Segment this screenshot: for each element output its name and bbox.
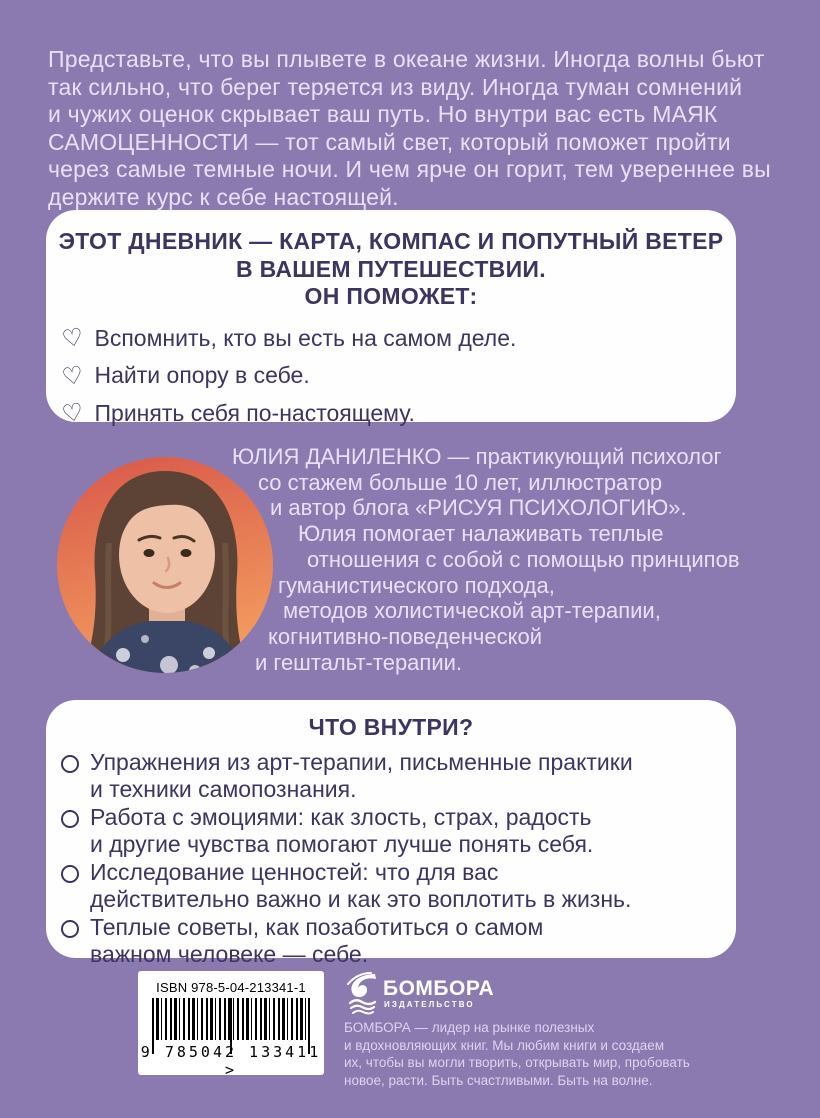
isbn-barcode-box xyxy=(138,971,324,1079)
intro-line: Представьте, что вы плывете в океане жизни. Иногда волны бьют xyxy=(48,46,765,72)
item-line: Работа с эмоциями: как злость, страх, радость xyxy=(90,803,592,830)
list-item-text: Принять себя по-настоящему. xyxy=(94,399,415,426)
author-bio-line: и автор блога «РИСУЯ ПСИХОЛОГИЮ». xyxy=(270,495,687,521)
list-item-text: Найти опору в себе. xyxy=(94,362,310,389)
publisher-description-line: БОМБОРА — лидер на рынке полезных xyxy=(344,1020,595,1035)
list-item xyxy=(61,859,736,913)
barcode-digits: 9 785042 133411 > xyxy=(140,1043,322,1079)
circle-outline-icon xyxy=(61,755,79,773)
list-item-text xyxy=(90,804,593,858)
author-bio-line: когнитивно-поведенческой xyxy=(268,623,542,649)
author-bio-line: со стажем больше 10 лет, иллюстратор xyxy=(258,469,663,495)
intro-line: САМОЦЕННОСТИ — тот самый свет, который поможет пройти xyxy=(48,128,731,155)
heart-outline-icon: ♡ xyxy=(59,360,86,392)
list-item-text xyxy=(90,914,543,968)
contents-card xyxy=(46,700,736,967)
item-line: Исследование ценностей: что для вас xyxy=(90,858,499,885)
intro-line: держите курс к себе настоящей. xyxy=(48,183,399,210)
promise-list xyxy=(46,320,736,433)
intro-line: и чужих оценок скрывает ваш путь. Но внутри вас есть МАЯК xyxy=(48,101,718,128)
item-line: Упражнения из арт-терапии, письменные практики xyxy=(90,748,633,775)
intro-paragraph xyxy=(48,46,771,212)
list-item-text xyxy=(90,859,631,913)
heart-outline-icon: ♡ xyxy=(59,322,86,354)
author-bio-line: и гештальт-терапии. xyxy=(255,649,463,675)
promise-card-heading xyxy=(46,210,736,311)
author-bio-line: Юлия помогает налаживать теплые xyxy=(298,521,664,547)
publisher-name: БОМБОРА xyxy=(383,977,495,1000)
intro-line: через самые темные ночи. И чем ярче он горит, тем увереннее вы xyxy=(48,156,771,183)
heading-line: ЭТОТ ДНЕВНИК — КАРТА, КОМПАС И ПОПУТНЫЙ ВЕТЕР xyxy=(58,228,724,254)
author-bio-line: ЮЛИЯ ДАНИЛЕНКО — практикующий психолог xyxy=(232,444,722,469)
publisher-subtitle: ИЗДАТЕЛЬСТВО xyxy=(384,1000,475,1009)
author-bio-line: методов холистической арт-терапии, xyxy=(283,598,661,624)
list-item xyxy=(61,804,736,858)
heart-outline-icon: ♡ xyxy=(59,397,86,429)
list-item xyxy=(59,320,736,358)
heading-line: В ВАШЕМ ПУТЕШЕСТВИИ. xyxy=(236,255,546,282)
author-bio-line: гуманистического подхода, xyxy=(278,572,555,598)
contents-card-heading: ЧТО ВНУТРИ? xyxy=(308,714,474,740)
isbn-label: ISBN 978-5-04-213341-1 xyxy=(156,980,306,995)
list-item-text xyxy=(90,749,633,803)
intro-line: так сильно, что берег теряется из виду. Иногда туман сомнений xyxy=(48,73,743,100)
circle-outline-icon xyxy=(61,865,79,883)
list-item xyxy=(59,395,736,433)
list-item-text: Вспомнить, кто вы есть на самом деле. xyxy=(94,324,517,351)
circle-outline-icon xyxy=(61,920,79,938)
contents-list xyxy=(46,749,736,968)
author-bio-line: отношения с собой с помощью принципов xyxy=(307,546,740,572)
bombora-wave-icon xyxy=(345,972,379,1021)
item-line: Теплые советы, как позаботиться о самом xyxy=(90,913,544,940)
heading-line: ОН ПОМОЖЕТ: xyxy=(304,283,478,309)
publisher-description-line: новое, расти. Быть счастливыми. Быть на волне. xyxy=(344,1072,653,1088)
list-item xyxy=(59,357,736,395)
publisher-description-line: и вдохновляющих книг. Мы любим книги и создаем xyxy=(344,1037,665,1053)
circle-outline-icon xyxy=(61,810,79,828)
item-line: и техники самопознания. xyxy=(90,775,357,802)
item-line: и другие чувства помогают лучше понять себя. xyxy=(90,830,594,857)
publisher-description xyxy=(344,1019,690,1089)
list-item xyxy=(61,914,736,968)
item-line: действительно важно и как это воплотить в жизнь. xyxy=(90,885,632,912)
item-line: важном человеке — себе. xyxy=(90,940,369,967)
author-bio xyxy=(0,444,820,675)
publisher-description-line: их, чтобы вы могли творить, открывать мир, пробовать xyxy=(344,1055,690,1071)
promise-card xyxy=(46,210,736,429)
list-item xyxy=(61,749,736,803)
